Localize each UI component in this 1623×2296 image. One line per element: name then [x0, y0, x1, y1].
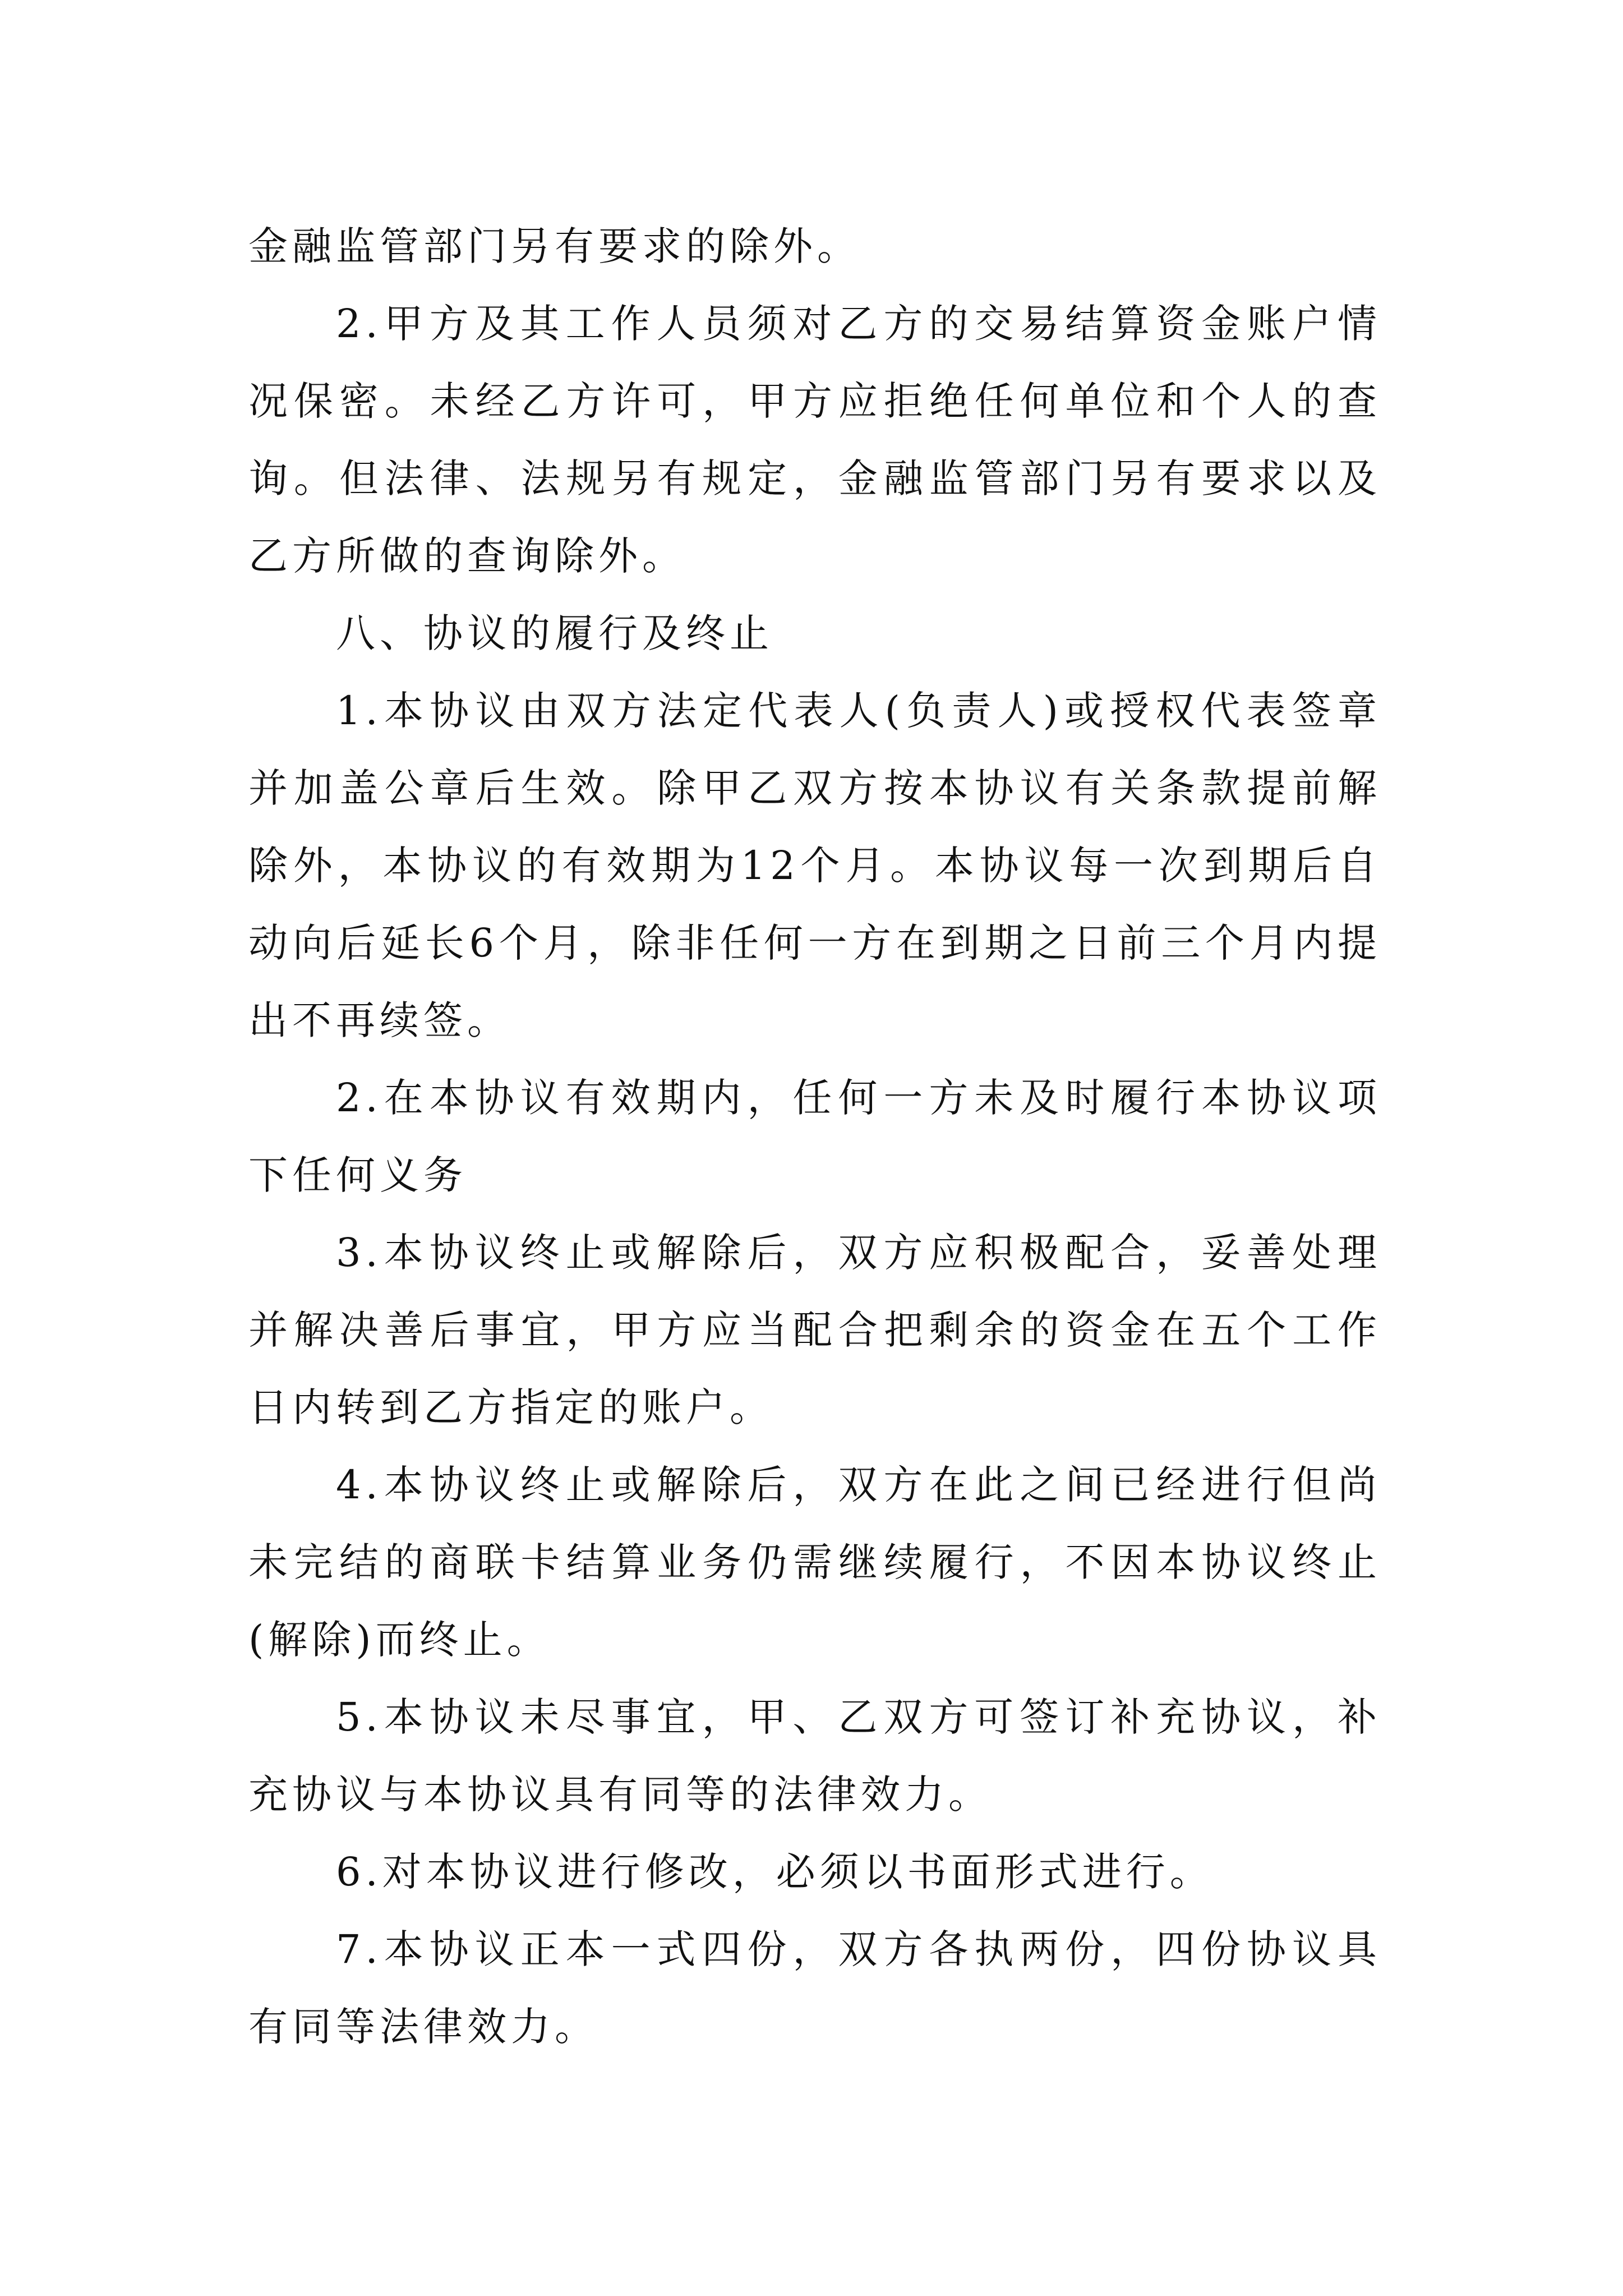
paragraph-settlement-after-termination: 3.本协议终止或解除后，双方应积极配合，妥善处理并解决善后事宜，甲方应当配合把剩余的资金在五个工作日内转到乙方指定的账户。: [248, 1230, 1381, 1430]
paragraph-effective-period: 1.本协议由双方法定代表人(负责人)或授权代表签章并加盖公章后生效。除甲乙双方按本协议有关条款提前解除外，本协议的有效期为12个月。本协议每一次到期后自动向后延长6个月，除非任何一方在到期之日前三个月内提出不再续签。: [248, 688, 1381, 1043]
section-heading-termination: 八、协议的履行及终止: [336, 610, 773, 656]
paragraph-confidentiality: 2.甲方及其工作人员须对乙方的交易结算资金账户情况保密。未经乙方许可，甲方应拒绝任何单位和个人的查询。但法律、法规另有规定，金融监管部门另有要求以及乙方所做的查询除外。: [248, 301, 1381, 579]
paragraph-ongoing-business: 4.本协议终止或解除后，双方在此之间已经进行但尚未完结的商联卡结算业务仍需继续履行，不因本协议终止(解除)而终止。: [248, 1462, 1381, 1663]
paragraph-amendment: 6.对本协议进行修改，必须以书面形式进行。: [336, 1849, 1214, 1895]
paragraph-supplementary-agreement: 5.本协议未尽事宜，甲、乙双方可签订补充协议，补充协议与本协议具有同等的法律效力。: [248, 1694, 1381, 1818]
paragraph-copies: 7.本协议正本一式四份，双方各执两份，四份协议具有同等法律效力。: [248, 1926, 1381, 2050]
document-body: [248, 208, 1381, 2065]
paragraph-continuation: 金融监管部门另有要求的除外。: [248, 223, 861, 269]
paragraph-obligation: 2.在本协议有效期内，任何一方未及时履行本协议项下任何义务: [248, 1075, 1381, 1198]
